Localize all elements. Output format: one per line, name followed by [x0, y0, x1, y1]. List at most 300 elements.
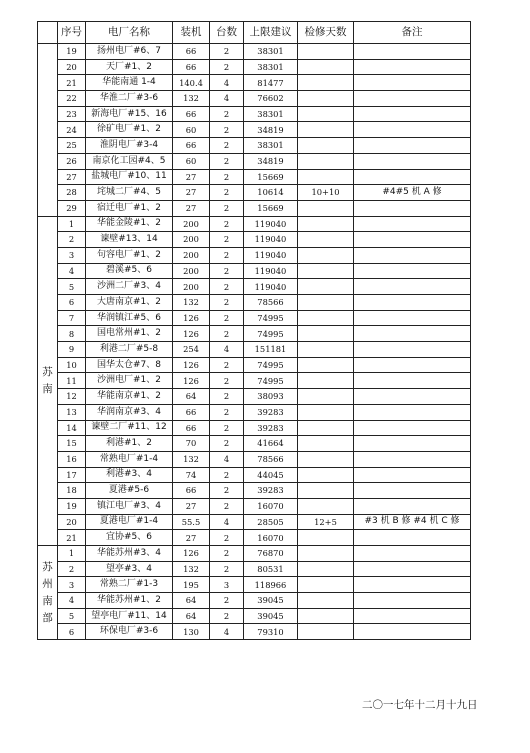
units-cell: 2 [210, 561, 244, 577]
capacity-cell: 27 [173, 200, 210, 216]
upper-limit-cell: 119040 [244, 232, 298, 248]
table-row [38, 483, 471, 499]
units-cell: 2 [210, 44, 244, 60]
remarks-cell [354, 75, 471, 91]
table-row [38, 546, 471, 562]
plant-name-cell: 大唐南京#1、2 [86, 295, 173, 311]
upper-limit-cell: 76602 [244, 91, 298, 107]
table-row [38, 593, 471, 609]
upper-limit-cell: 119040 [244, 263, 298, 279]
remarks-cell [354, 467, 471, 483]
seq-cell: 3 [58, 247, 86, 263]
remarks-cell [354, 310, 471, 326]
region-cell: 苏 南 [38, 216, 58, 545]
table-row [38, 577, 471, 593]
table-row [38, 138, 471, 154]
remarks-cell [354, 357, 471, 373]
seq-cell: 10 [58, 357, 86, 373]
maintenance-days-cell [298, 169, 354, 185]
upper-limit-cell: 38301 [244, 44, 298, 60]
remarks-cell [354, 122, 471, 138]
upper-limit-cell: 39283 [244, 483, 298, 499]
units-cell: 2 [210, 483, 244, 499]
maintenance-days-cell [298, 75, 354, 91]
table-row [38, 200, 471, 216]
maintenance-days-cell [298, 263, 354, 279]
capacity-cell: 132 [173, 561, 210, 577]
table-row [38, 357, 471, 373]
remarks-cell [354, 216, 471, 232]
units-cell: 4 [210, 514, 244, 530]
capacity-cell: 130 [173, 624, 210, 640]
table-row [38, 561, 471, 577]
units-cell: 2 [210, 153, 244, 169]
units-cell: 2 [210, 247, 244, 263]
units-cell: 2 [210, 467, 244, 483]
remarks-cell [354, 593, 471, 609]
units-cell: 2 [210, 608, 244, 624]
table-row [38, 310, 471, 326]
header-capacity: 装机 [173, 22, 210, 44]
remarks-cell [354, 295, 471, 311]
plant-name-cell: 盐城电厂#10、11 [86, 169, 173, 185]
remarks-cell [354, 546, 471, 562]
remarks-cell [354, 326, 471, 342]
units-cell: 2 [210, 138, 244, 154]
maintenance-days-cell [298, 593, 354, 609]
table-row [38, 389, 471, 405]
capacity-cell: 200 [173, 247, 210, 263]
maintenance-days-cell [298, 326, 354, 342]
capacity-cell: 60 [173, 122, 210, 138]
capacity-cell: 66 [173, 138, 210, 154]
table-row [38, 436, 471, 452]
maintenance-days-cell [298, 530, 354, 546]
upper-limit-cell: 119040 [244, 247, 298, 263]
maintenance-days-cell [298, 342, 354, 358]
plant-name-cell: 谏壁#13、14 [86, 232, 173, 248]
seq-cell: 21 [58, 530, 86, 546]
capacity-cell: 55.5 [173, 514, 210, 530]
upper-limit-cell: 39283 [244, 404, 298, 420]
plant-name-cell: 镇江电厂#3、4 [86, 498, 173, 514]
maintenance-days-cell [298, 436, 354, 452]
table-row [38, 326, 471, 342]
remarks-cell [354, 91, 471, 107]
upper-limit-cell: 38301 [244, 59, 298, 75]
seq-cell: 13 [58, 404, 86, 420]
remarks-cell [354, 404, 471, 420]
plant-name-cell: 华能苏州#1、2 [86, 593, 173, 609]
plant-name-cell: 句容电厂#1、2 [86, 247, 173, 263]
units-cell: 4 [210, 451, 244, 467]
plant-name-cell: 华润镇江#5、6 [86, 310, 173, 326]
units-cell: 2 [210, 373, 244, 389]
capacity-cell: 27 [173, 530, 210, 546]
table-row [38, 342, 471, 358]
remarks-cell [354, 389, 471, 405]
report-date: 二〇一七年十二月十九日 [362, 699, 478, 711]
units-cell: 2 [210, 546, 244, 562]
seq-cell: 21 [58, 75, 86, 91]
remarks-cell [354, 451, 471, 467]
maintenance-days-cell [298, 389, 354, 405]
maintenance-days-cell [298, 106, 354, 122]
maintenance-days-cell [298, 404, 354, 420]
units-cell: 2 [210, 232, 244, 248]
seq-cell: 4 [58, 263, 86, 279]
seq-cell: 11 [58, 373, 86, 389]
units-cell: 2 [210, 593, 244, 609]
table-row [38, 263, 471, 279]
seq-cell: 2 [58, 232, 86, 248]
capacity-cell: 66 [173, 404, 210, 420]
seq-cell: 20 [58, 514, 86, 530]
units-cell: 4 [210, 624, 244, 640]
capacity-cell: 74 [173, 467, 210, 483]
plant-name-cell: 夏港电厂#1-4 [86, 514, 173, 530]
units-cell: 2 [210, 169, 244, 185]
seq-cell: 20 [58, 59, 86, 75]
capacity-cell: 254 [173, 342, 210, 358]
capacity-cell: 126 [173, 357, 210, 373]
table-row [38, 247, 471, 263]
remarks-cell [354, 263, 471, 279]
plant-name-cell: 华润南京#3、4 [86, 404, 173, 420]
seq-cell: 25 [58, 138, 86, 154]
maintenance-days-cell [298, 624, 354, 640]
seq-cell: 15 [58, 436, 86, 452]
units-cell: 2 [210, 122, 244, 138]
maintenance-days-cell [298, 200, 354, 216]
plant-name-cell: 华能南通 1-4 [86, 75, 173, 91]
table-row [38, 530, 471, 546]
plant-name-cell: 利港#3、4 [86, 467, 173, 483]
remarks-cell [354, 106, 471, 122]
table-row [38, 608, 471, 624]
seq-cell: 2 [58, 561, 86, 577]
table-row [38, 279, 471, 295]
seq-cell: 8 [58, 326, 86, 342]
seq-cell: 6 [58, 295, 86, 311]
units-cell: 2 [210, 279, 244, 295]
maintenance-days-cell [298, 216, 354, 232]
plant-name-cell: 谏壁二厂#11、12 [86, 420, 173, 436]
maintenance-days-cell [298, 279, 354, 295]
plant-name-cell: 碧溪#5、6 [86, 263, 173, 279]
capacity-cell: 132 [173, 295, 210, 311]
upper-limit-cell: 119040 [244, 216, 298, 232]
plant-name-cell: 华能苏州#3、4 [86, 546, 173, 562]
table-row [38, 153, 471, 169]
region-cell: 苏 州 南 部 [38, 546, 58, 640]
seq-cell: 12 [58, 389, 86, 405]
seq-cell: 5 [58, 279, 86, 295]
maintenance-days-cell [298, 122, 354, 138]
upper-limit-cell: 15669 [244, 169, 298, 185]
seq-cell: 29 [58, 200, 86, 216]
upper-limit-cell: 15669 [244, 200, 298, 216]
upper-limit-cell: 38301 [244, 106, 298, 122]
remarks-cell [354, 420, 471, 436]
remarks-cell [354, 530, 471, 546]
maintenance-days-cell [298, 295, 354, 311]
upper-limit-cell: 78566 [244, 295, 298, 311]
maintenance-days-cell [298, 498, 354, 514]
table-row [38, 59, 471, 75]
table-row [38, 216, 471, 232]
capacity-cell: 64 [173, 389, 210, 405]
table-row [38, 232, 471, 248]
remarks-cell [354, 279, 471, 295]
plant-name-cell: 天厂#1、2 [86, 59, 173, 75]
upper-limit-cell: 38301 [244, 138, 298, 154]
maintenance-days-cell [298, 420, 354, 436]
table-row [38, 498, 471, 514]
remarks-cell [354, 153, 471, 169]
upper-limit-cell: 78566 [244, 451, 298, 467]
plant-name-cell: 夏港#5-6 [86, 483, 173, 499]
units-cell: 2 [210, 420, 244, 436]
header-upper-limit: 上限建议 [244, 22, 298, 44]
plant-name-cell: 环保电厂#3-6 [86, 624, 173, 640]
maintenance-days-cell [298, 357, 354, 373]
seq-cell: 19 [58, 44, 86, 60]
capacity-cell: 126 [173, 546, 210, 562]
seq-cell: 1 [58, 216, 86, 232]
plant-name-cell: 利港#1、2 [86, 436, 173, 452]
plant-name-cell: 国电常州#1、2 [86, 326, 173, 342]
plant-name-cell: 华能金陵#1、2 [86, 216, 173, 232]
capacity-cell: 64 [173, 608, 210, 624]
units-cell: 3 [210, 577, 244, 593]
maintenance-days-cell [298, 232, 354, 248]
capacity-cell: 132 [173, 91, 210, 107]
seq-cell: 19 [58, 498, 86, 514]
plant-name-cell: 望亭电厂#11、14 [86, 608, 173, 624]
capacity-cell: 66 [173, 44, 210, 60]
remarks-cell [354, 436, 471, 452]
capacity-cell: 195 [173, 577, 210, 593]
header-seq: 序号 [58, 22, 86, 44]
upper-limit-cell: 74995 [244, 357, 298, 373]
table-row [38, 106, 471, 122]
seq-cell: 5 [58, 608, 86, 624]
maintenance-days-cell [298, 561, 354, 577]
power-plant-table [37, 21, 471, 640]
units-cell: 2 [210, 59, 244, 75]
seq-cell: 6 [58, 624, 86, 640]
plant-name-cell: 华能南京#1、2 [86, 389, 173, 405]
capacity-cell: 132 [173, 451, 210, 467]
capacity-cell: 64 [173, 593, 210, 609]
capacity-cell: 200 [173, 232, 210, 248]
units-cell: 2 [210, 106, 244, 122]
capacity-cell: 200 [173, 279, 210, 295]
capacity-cell: 126 [173, 310, 210, 326]
maintenance-days-cell [298, 247, 354, 263]
table-row [38, 373, 471, 389]
remarks-cell [354, 608, 471, 624]
units-cell: 2 [210, 404, 244, 420]
maintenance-days-cell [298, 546, 354, 562]
capacity-cell: 27 [173, 169, 210, 185]
table-row [38, 624, 471, 640]
upper-limit-cell: 34819 [244, 153, 298, 169]
plant-name-cell: 常熟二厂#1-3 [86, 577, 173, 593]
remarks-cell [354, 232, 471, 248]
maintenance-days-cell [298, 153, 354, 169]
capacity-cell: 66 [173, 483, 210, 499]
remarks-cell [354, 342, 471, 358]
upper-limit-cell: 10614 [244, 185, 298, 201]
maintenance-days-cell [298, 59, 354, 75]
seq-cell: 18 [58, 483, 86, 499]
plant-name-cell: 沙洲二厂#3、4 [86, 279, 173, 295]
plant-name-cell: 淮阴电厂#3-4 [86, 138, 173, 154]
plant-name-cell: 垞城二厂#4、5 [86, 185, 173, 201]
remarks-cell [354, 200, 471, 216]
capacity-cell: 200 [173, 216, 210, 232]
table-row [38, 514, 471, 530]
upper-limit-cell: 39045 [244, 593, 298, 609]
upper-limit-cell: 44045 [244, 467, 298, 483]
capacity-cell: 140.4 [173, 75, 210, 91]
capacity-cell: 70 [173, 436, 210, 452]
upper-limit-cell: 76870 [244, 546, 298, 562]
remarks-cell [354, 247, 471, 263]
table-row [38, 467, 471, 483]
seq-cell: 1 [58, 546, 86, 562]
region-cell [38, 44, 58, 217]
maintenance-days-cell [298, 467, 354, 483]
seq-cell: 27 [58, 169, 86, 185]
header-region [38, 22, 58, 44]
maintenance-days-cell [298, 44, 354, 60]
remarks-cell [354, 498, 471, 514]
remarks-cell [354, 483, 471, 499]
plant-name-cell: 徐矿电厂#1、2 [86, 122, 173, 138]
seq-cell: 24 [58, 122, 86, 138]
seq-cell: 26 [58, 153, 86, 169]
header-plant-name: 电厂名称 [86, 22, 173, 44]
plant-name-cell: 利港二厂#5-8 [86, 342, 173, 358]
maintenance-days-cell [298, 310, 354, 326]
plant-name-cell: 南京化工园#4、5 [86, 153, 173, 169]
remarks-cell [354, 44, 471, 60]
capacity-cell: 66 [173, 420, 210, 436]
units-cell: 2 [210, 389, 244, 405]
capacity-cell: 126 [173, 326, 210, 342]
seq-cell: 14 [58, 420, 86, 436]
units-cell: 2 [210, 216, 244, 232]
maintenance-days-cell [298, 608, 354, 624]
seq-cell: 23 [58, 106, 86, 122]
seq-cell: 9 [58, 342, 86, 358]
units-cell: 4 [210, 75, 244, 91]
remarks-cell: #4#5 机 A 修 [354, 185, 471, 201]
capacity-cell: 27 [173, 498, 210, 514]
seq-cell: 16 [58, 451, 86, 467]
upper-limit-cell: 28505 [244, 514, 298, 530]
table-row [38, 404, 471, 420]
table-row [38, 91, 471, 107]
maintenance-days-cell: 12+5 [298, 514, 354, 530]
capacity-cell: 126 [173, 373, 210, 389]
upper-limit-cell: 81477 [244, 75, 298, 91]
plant-name-cell: 华淮二厂#3-6 [86, 91, 173, 107]
remarks-cell: #3 机 B 修 #4 机 C 修 [354, 514, 471, 530]
upper-limit-cell: 38093 [244, 389, 298, 405]
remarks-cell [354, 169, 471, 185]
upper-limit-cell: 16070 [244, 498, 298, 514]
plant-name-cell: 扬州电厂#6、7 [86, 44, 173, 60]
units-cell: 2 [210, 530, 244, 546]
table-row [38, 122, 471, 138]
maintenance-days-cell [298, 138, 354, 154]
seq-cell: 17 [58, 467, 86, 483]
upper-limit-cell: 16070 [244, 530, 298, 546]
plant-name-cell: 望亭#3、4 [86, 561, 173, 577]
units-cell: 2 [210, 326, 244, 342]
upper-limit-cell: 79310 [244, 624, 298, 640]
capacity-cell: 60 [173, 153, 210, 169]
units-cell: 2 [210, 310, 244, 326]
seq-cell: 3 [58, 577, 86, 593]
remarks-cell [354, 373, 471, 389]
units-cell: 4 [210, 91, 244, 107]
units-cell: 2 [210, 200, 244, 216]
units-cell: 2 [210, 498, 244, 514]
upper-limit-cell: 39045 [244, 608, 298, 624]
capacity-cell: 66 [173, 59, 210, 75]
remarks-cell [354, 577, 471, 593]
upper-limit-cell: 41664 [244, 436, 298, 452]
maintenance-days-cell [298, 451, 354, 467]
plant-name-cell: 沙洲电厂#1、2 [86, 373, 173, 389]
capacity-cell: 200 [173, 263, 210, 279]
upper-limit-cell: 74995 [244, 310, 298, 326]
units-cell: 2 [210, 185, 244, 201]
upper-limit-cell: 34819 [244, 122, 298, 138]
table-row [38, 185, 471, 201]
plant-name-cell: 新海电厂#15、16 [86, 106, 173, 122]
seq-cell: 7 [58, 310, 86, 326]
maintenance-days-cell [298, 577, 354, 593]
table-row [38, 169, 471, 185]
remarks-cell [354, 561, 471, 577]
plant-name-cell: 国华太仓#7、8 [86, 357, 173, 373]
maintenance-days-cell: 10+10 [298, 185, 354, 201]
plant-name-cell: 常熟电厂#1-4 [86, 451, 173, 467]
table-row [38, 295, 471, 311]
remarks-cell [354, 59, 471, 75]
plant-name-cell: 宜协#5、6 [86, 530, 173, 546]
header-row [38, 22, 471, 44]
upper-limit-cell: 74995 [244, 326, 298, 342]
table-row [38, 420, 471, 436]
seq-cell: 4 [58, 593, 86, 609]
seq-cell: 28 [58, 185, 86, 201]
header-remarks: 备注 [354, 22, 471, 44]
upper-limit-cell: 39283 [244, 420, 298, 436]
remarks-cell [354, 138, 471, 154]
maintenance-days-cell [298, 373, 354, 389]
table-row [38, 44, 471, 60]
capacity-cell: 27 [173, 185, 210, 201]
upper-limit-cell: 80531 [244, 561, 298, 577]
units-cell: 2 [210, 295, 244, 311]
